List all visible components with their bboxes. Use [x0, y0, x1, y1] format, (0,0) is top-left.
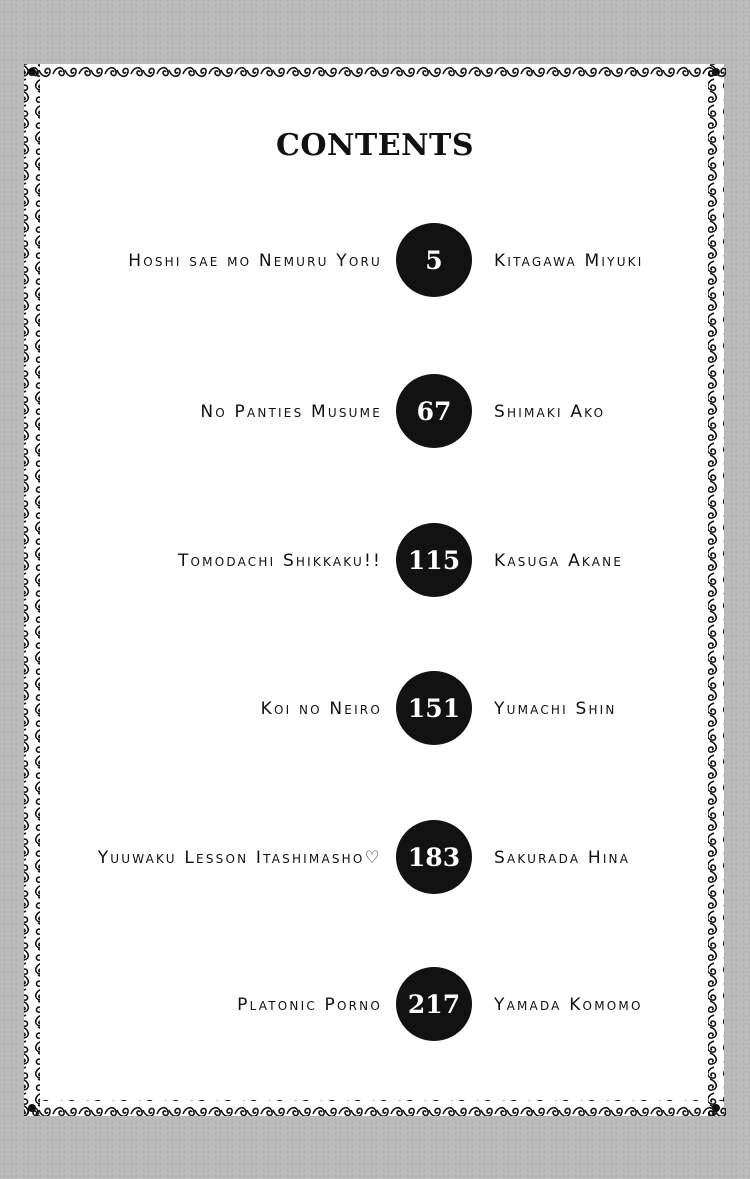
story-title: Hoshi sae mo Nemuru Yoru	[128, 251, 382, 271]
page-number-badge: 183	[396, 820, 472, 894]
toc-entry	[0, 820, 750, 896]
toc-entry	[0, 523, 750, 599]
toc-entry	[0, 223, 750, 299]
story-title: Platonic Porno	[237, 995, 382, 1015]
page-title: CONTENTS	[275, 128, 475, 163]
page-number-badge: 217	[396, 967, 472, 1041]
author-name: Shimaki Ako	[494, 402, 606, 422]
page-number-badge: 5	[396, 223, 472, 297]
author-name: Kitagawa Miyuki	[494, 251, 644, 271]
author-name: Sakurada Hina	[494, 848, 631, 868]
toc-entry	[0, 374, 750, 450]
story-title: Tomodachi Shikkaku!!	[177, 551, 382, 571]
author-name: Yamada Komomo	[494, 995, 643, 1015]
page-number-badge: 115	[396, 523, 472, 597]
page-number-badge: 151	[396, 671, 472, 745]
author-name: Kasuga Akane	[494, 551, 624, 571]
toc-entry	[0, 671, 750, 747]
story-title: Yuuwaku Lesson Itashimasho♡	[97, 848, 382, 868]
story-title: Koi no Neiro	[260, 699, 382, 719]
story-title: No Panties Musume	[200, 402, 382, 422]
page-number-badge: 67	[396, 374, 472, 448]
toc-entry	[0, 967, 750, 1043]
author-name: Yumachi Shin	[494, 699, 617, 719]
